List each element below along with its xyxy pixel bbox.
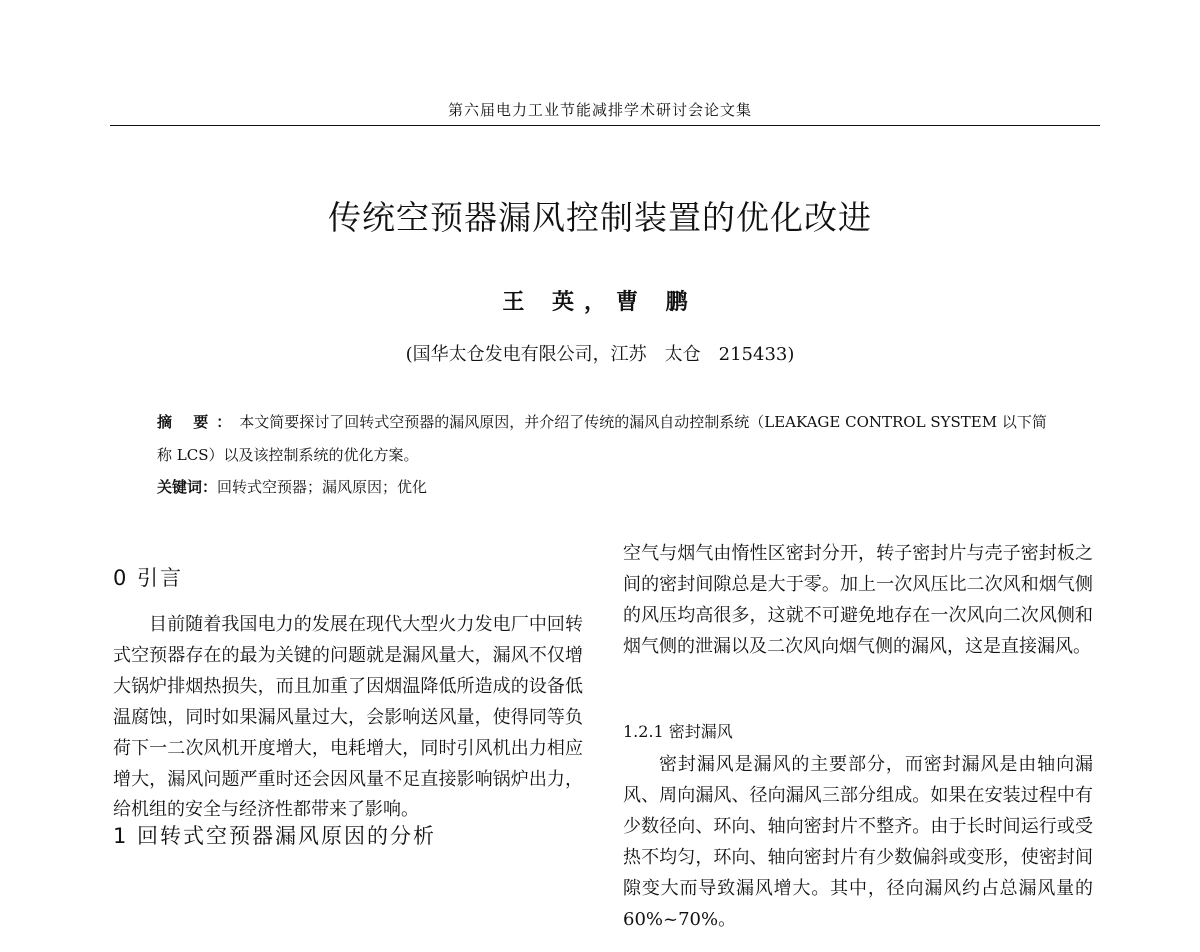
right-column-paragraph-1: 空气与烟气由惰性区密封分开，转子密封片与壳子密封板之间的密封间隙总是大于零。加上一次风压比二次风和烟气侧的风压均高很多，这就不可避免地存在一次风向二次风侧和烟气侧的泄漏以及二次风向烟气侧的漏风，这是直接漏风。 (623, 543, 1093, 657)
abstract-label: 摘 要： (157, 413, 240, 431)
keywords-label: 关键词： (157, 478, 218, 496)
section-1-heading: 1 回转式空预器漏风原因的分析 (113, 824, 437, 848)
right-column-paragraph-2: 密封漏风是漏风的主要部分，而密封漏风是由轴向漏风、周向漏风、径向漏风三部分组成。如果在安装过程中有少数径向、环向、轴向密封片不整齐。由于长时间运行或受热不均匀，环向、轴向密封片有少数偏斜或变形，使密封间隙变大而导致漏风增大。其中，径向漏风约占总漏风量的 60%~70%。 (623, 754, 1093, 930)
running-header: 第六届电力工业节能减排学术研讨会论文集 (447, 101, 752, 119)
header-rule (110, 125, 1100, 126)
subsection-1-2-1-heading: 1.2.1 密封漏风 (623, 722, 733, 741)
abstract-text: 本文简要探讨了回转式空预器的漏风原因，并介绍了传统的漏风自动控制系统（LEAKAGE CONTROL SYSTEM 以下简称 LCS）以及该控制系统的优化方案。 (157, 413, 1047, 464)
paper-affiliation: (国华太仓发电有限公司，江苏 太仓 215433) (405, 344, 795, 365)
section-0-heading: 0 引言 (113, 566, 184, 590)
keywords-text: 回转式空预器；漏风原因；优化 (217, 478, 428, 496)
section-0-paragraph: 目前随着我国电力的发展在现代大型火力发电厂中回转式空预器存在的最为关键的问题就是漏风量大，漏风不仅增大锅炉排烟热损失，而且加重了因烟温降低所造成的设备低温腐蚀，同时如果漏风量过大，会影响送风量，使得同等负荷下一二次风机开度增大，电耗增大，同时引风机出力相应增大，漏风问题严重时还会因风量不足直接影响锅炉出力，给机组的安全与经济性都带来了影响。 (113, 614, 583, 821)
paper-authors: 王 英，曹 鹏 (502, 289, 698, 315)
paper-title: 传统空预器漏风控制装置的优化改进 (328, 198, 872, 237)
abstract (157, 406, 1047, 472)
keywords (157, 476, 1047, 497)
